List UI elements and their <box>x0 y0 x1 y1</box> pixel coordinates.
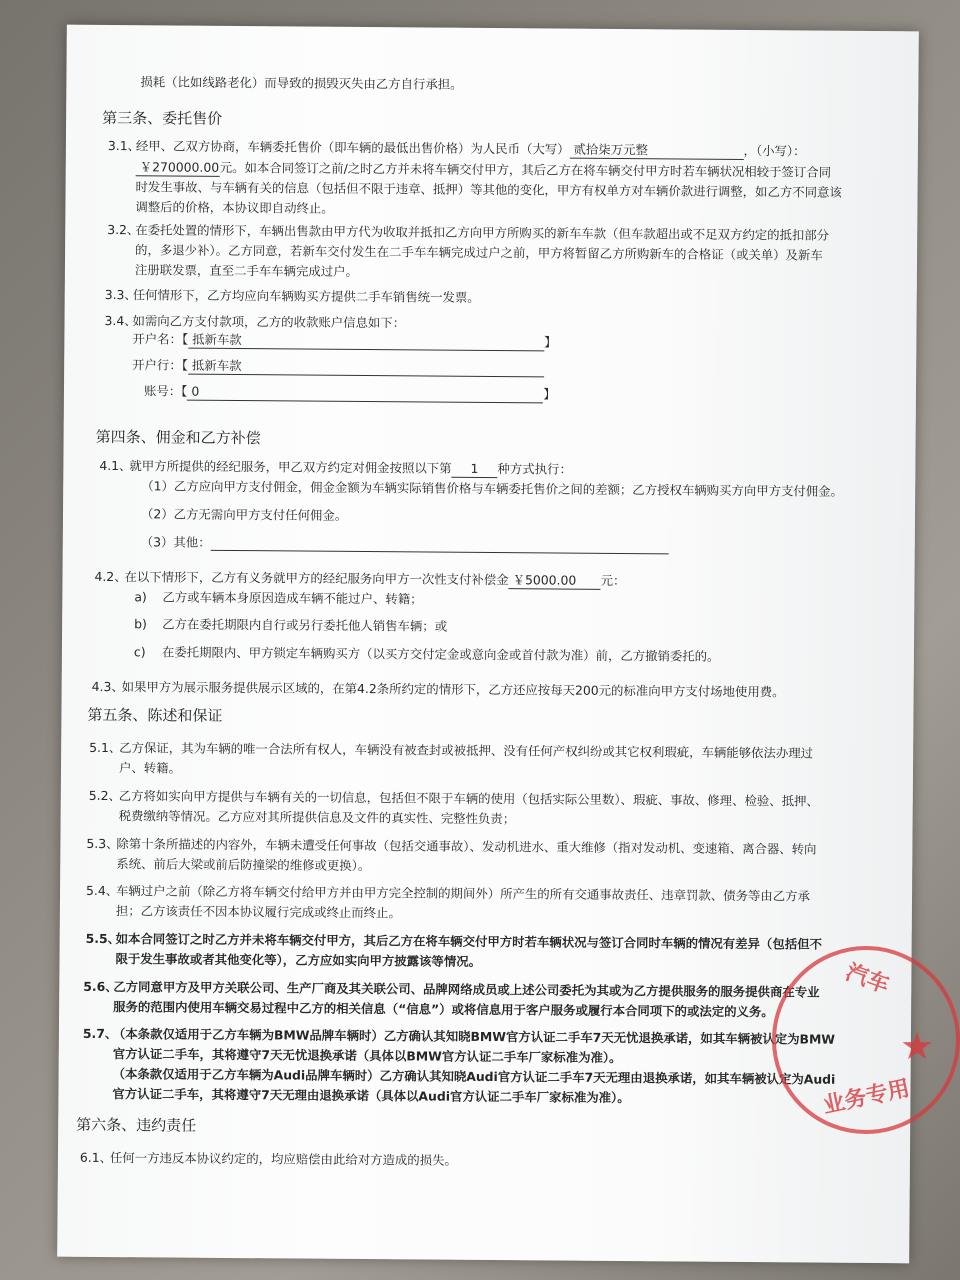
clause-3-4-text: 如需向乙方支付款项，乙方的收款账户信息如下： <box>132 313 406 331</box>
commission-option-field: 1 <box>451 460 497 478</box>
clause-5-4-line-2: 担；乙方该责任不因本协议履行完成或终止而终止。 <box>115 903 401 921</box>
clause-5-7-line-1: （本条款仅适用于乙方车辆为BMW品牌车辆时）乙方确认其知晓BMW官方认证二手车7天无忧退换承诺，如其车辆被认定为BMW <box>112 1026 836 1047</box>
clause-5-2-line-1: 乙方将如实向甲方提供与车辆有关的一切信息，包括但不限于车辆的使用（包括实际公里数）、瑕疵、事故、修理、检验、抵押、 <box>118 788 819 809</box>
option-2: （2）乙方无需向甲方支付任何佣金。 <box>140 506 348 523</box>
item-b-mark: b) <box>134 616 147 632</box>
clause-4-2-number: 4.2、 <box>94 568 127 585</box>
clause-5-2-line-2: 税费缴纳等情况。乙方应对其所提供信息及文件的真实性、完整性负责； <box>118 808 516 827</box>
clause-5-3-line-1: 除第十条所描述的内容外，车辆未遭受任何事故（包括交通事故）、发动机进水、重大维修（指对发动机、变速箱、离合器、转向 <box>116 836 817 857</box>
clause-5-6-line-1: 乙方同意甲方及甲方关联公司、生产厂商及其关联公司、品牌网络成员或上述公司委托为其或为乙方提供服务的服务提供商在专业 <box>113 979 820 1000</box>
clause-3-2-line-2: 的，多退少补）。乙方同意，若新车交付发生在二手车车辆完成过户之前，甲方将暂留乙方所购新车的合格证（或关单）及新车 <box>135 242 823 263</box>
clause-5-1-line-2: 户、转籍。 <box>118 760 182 776</box>
clause-3-1-line-4: 调整后的价格，本协议即自动终止。 <box>135 199 334 216</box>
item-b: 乙方在委托期限内自行或另行委托他人销售车辆；或 <box>162 616 448 634</box>
clause-5-7-line-3: （本条款仅适用于乙方车辆为Audi品牌车辆时）乙方确认其知晓Audi官方认证二手车7天无理由退换承诺，如其车辆被认定为Audi <box>112 1066 836 1087</box>
clause-3-1-line-2: ￥270000.00元。如本合同签订之前/之时乙方并未将车辆交付甲方，其后乙方在将车辆交付甲方时若车辆状况相较于签订合同 <box>136 158 831 181</box>
clause-5-6-number: 5.6、 <box>83 978 118 995</box>
clause-5-3-number: 5.3、 <box>86 835 119 852</box>
amount-lower-field: ￥270000.00 <box>136 158 220 177</box>
clause-3-2-line-1: 在委托处置的情形下，车辆出售款由甲方代为收取并抵扣乙方向甲方所购买的新车车款（但车款超出或不足双方约定的抵扣部分 <box>135 222 830 243</box>
clause-5-4-line-1: 车辆过户之前（除乙方将车辆交付给甲方并由甲方完全控制的期间外）所产生的所有交通事故责任、违章罚款、债务等由乙方承 <box>115 883 810 904</box>
clause-3-4-number: 3.4、 <box>104 312 137 329</box>
article-6-heading: 第六条、违约责任 <box>76 1115 197 1135</box>
clause-5-7-line-4: 官方认证二手车，其将遵守7天无理由退换承诺（具体以Audi官方认证二手车厂家标准为准）。 <box>112 1086 630 1106</box>
clause-5-5-line-2: 限于发生事故或者其他变化等），乙方应如实向甲方披露该等情况。 <box>115 951 482 969</box>
clause-5-6-line-2: 服务的范围内使用车辆交易过程中乙方的相关信息（“信息”）或将信息用于客户服务或履行本合同项下的或法定的义务。 <box>113 999 774 1020</box>
article-3-heading: 第三条、委托售价 <box>102 108 223 128</box>
item-c-mark: c) <box>133 644 146 660</box>
clause-4-3-number: 4.3、 <box>91 678 124 695</box>
clause-3-2-line-3: 注册联发票，直至二手车车辆完成过户。 <box>134 262 359 279</box>
clause-5-5-number: 5.5、 <box>85 930 121 947</box>
clause-5-4-number: 5.4、 <box>85 882 119 899</box>
clause-5-2-number: 5.2、 <box>88 787 121 804</box>
seal-star-icon: ★ <box>900 1024 935 1068</box>
clause-5-5-line-1: 如本合同签订之时乙方并未将车辆交付甲方，其后乙方在将车辆交付甲方时若车辆状况与签订合同时车辆的情况有差异（包括但不 <box>115 931 822 952</box>
clause-3-3-number: 3.3、 <box>104 286 137 303</box>
compensation-amount-field: ￥5000.00 <box>509 571 601 590</box>
item-a: 乙方或车辆本身原因造成车辆不能过户、转籍； <box>162 589 423 607</box>
account-number-row: 账号：【 0 】 <box>143 383 556 402</box>
clause-5-3-line-2: 系统、前后大梁或前后防撞梁的维修或更换）。 <box>116 856 371 874</box>
item-a-mark: a) <box>134 589 147 605</box>
article-4-heading: 第四条、佣金和乙方补偿 <box>95 427 261 448</box>
bank-field: 抵新车款 <box>188 357 544 378</box>
account-holder-row: 开户名：【 抵新车款 】 <box>132 331 557 350</box>
option-3-blank <box>211 536 669 555</box>
clause-3-1-line-3: 时发生事故、与车辆有关的信息（包括但不限于违章、抵押）等其他的变化，甲方有权单方对车辆价款进行调整，如乙方不同意该 <box>135 179 842 200</box>
item-c: 在委托期限内、甲方锁定车辆购买方（以买方交付定金或意向金或首付款为准）前，乙方撤销委托的。 <box>161 644 720 664</box>
clause-4-1-number: 4.1、 <box>99 457 132 474</box>
clause-5-7-line-2: 官方认证二手车，其将遵守7天无忧退换承诺（具体以BMW官方认证二手车厂家标准为准）。 <box>112 1046 622 1066</box>
option-3: （3）其他： <box>141 533 669 554</box>
seal-text-top: 汽车 <box>842 960 893 999</box>
clause-5-7-number: 5.7、 <box>82 1025 118 1042</box>
option-1: （1）乙方应向甲方支付佣金，佣金金额为车辆实际销售价格与车辆委托售价之间的差额；乙方授权车辆购买方向甲方支付佣金。 <box>141 478 844 499</box>
clause-3-2-number: 3.2、 <box>107 221 140 238</box>
clause-3-1-number: 3.1、 <box>107 137 141 154</box>
clause-5-1-line-1: 乙方保证，其为车辆的唯一合法所有权人，车辆没有被查封或被抵押、没有任何产权纠纷或其它权利瑕疵，车辆能够依法办理过 <box>119 740 814 761</box>
clause-4-2-line-1: 在以下情形下，乙方有义务就甲方的经纪服务向甲方一次性支付补偿金 ￥5000.00 元： <box>124 569 626 589</box>
clause-3-1-line-1: 经甲、乙双方协商，车辆委托售价（即车辆的最低出售价格）为人民币（大写） 贰拾柒万元整 ，（小写）： <box>135 138 806 159</box>
clause-6-1-text: 任何一方违反本协议约定的，均应赔偿由此给对方造成的损失。 <box>109 1150 457 1168</box>
clause-6-1-number: 6.1、 <box>79 1149 113 1166</box>
clause-5-1-number: 5.1、 <box>89 739 122 756</box>
amount-upper-field: 贰拾柒万元整 <box>569 141 743 160</box>
clause-4-3-text: 如果甲方为展示服务提供展示区域的，在第4.2条所约定的情形下，乙方还应按每天200元的标准向甲方支付场地使用费。 <box>121 679 785 700</box>
article-5-heading: 第五条、陈述和保证 <box>87 705 223 725</box>
clause-4-1-line-1: 就甲方所提供的经纪服务，甲乙双方约定对佣金按照以下第 1 种方式执行： <box>129 458 572 477</box>
bank-row: 开户行：【 抵新车款 <box>132 356 544 377</box>
account-number-field: 0 <box>187 383 543 404</box>
account-holder-field: 抵新车款 <box>188 331 544 352</box>
seal-text-bottom: 业务专用 <box>820 1076 913 1119</box>
top-line: 损耗（比如线路老化）而导致的损毁灭失由乙方自行承担。 <box>140 74 463 92</box>
clause-3-3-text: 任何情形下，乙方均应向车辆购买方提供二手车销售统一发票。 <box>132 287 480 305</box>
